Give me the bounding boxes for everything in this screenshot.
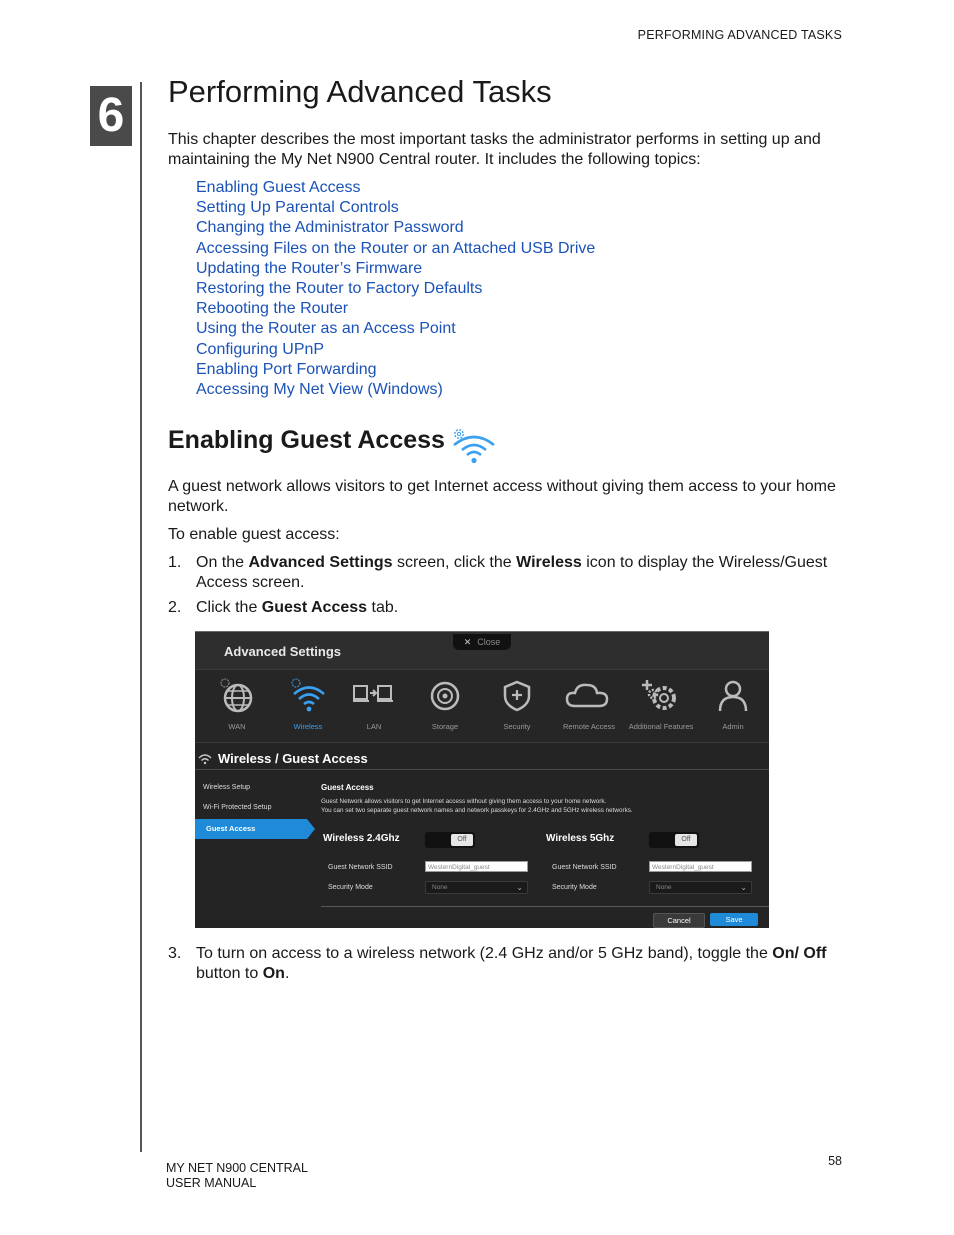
guest-access-screenshot	[195, 631, 769, 928]
security-mode-select-24[interactable]: None ⌄	[425, 881, 528, 894]
topic-link[interactable]: Enabling Guest Access	[196, 179, 361, 196]
topic-link[interactable]: Setting Up Parental Controls	[196, 199, 399, 217]
topic-item	[196, 360, 595, 380]
topic-link[interactable]: Changing the Administrator Password	[196, 219, 464, 237]
screenshot-title-bar	[195, 632, 769, 670]
step-number: 1.	[168, 554, 182, 571]
nav-label: Remote Access	[562, 722, 616, 731]
settings-nav	[195, 670, 769, 743]
topic-link[interactable]: Enabling Port Forwarding	[196, 360, 377, 378]
topic-item	[196, 340, 595, 360]
topic-link[interactable]: Accessing Files on the Router or an Attached USB Drive	[196, 239, 596, 257]
band-24-label: Wireless 2.4Ghz	[323, 833, 400, 844]
topic-list	[196, 178, 595, 400]
lan-icon	[353, 678, 393, 714]
topic-link[interactable]: Restoring the Router to Factory Defaults	[196, 280, 483, 298]
topic-item	[196, 279, 595, 299]
band-5-toggle[interactable]	[649, 832, 699, 848]
globe-icon	[219, 678, 255, 714]
step-number: 2.	[168, 599, 182, 616]
page-number: 58	[828, 1154, 842, 1168]
topic-link[interactable]: Configuring UPnP	[196, 340, 325, 358]
topic-item	[196, 299, 595, 319]
toggle-state: Off	[451, 834, 473, 846]
ssid-label: Guest Network SSID	[552, 864, 617, 871]
divider	[195, 769, 769, 770]
chevron-down-icon: ⌄	[516, 883, 523, 892]
step-number: 3.	[168, 945, 182, 962]
wireless-small-icon	[198, 753, 212, 765]
chapter-number-badge: 6	[90, 86, 132, 146]
nav-wireless[interactable]	[272, 670, 344, 742]
step-text: Click the Guest Access tab.	[196, 599, 399, 616]
close-label: Close	[477, 637, 501, 647]
close-tab[interactable]	[453, 634, 511, 650]
enable-guest-intro: To enable guest access:	[168, 526, 340, 543]
topic-link[interactable]: Updating the Router’s Firmware	[196, 259, 423, 277]
step-2	[168, 598, 838, 618]
topic-item	[196, 218, 595, 238]
nav-label: LAN	[366, 722, 382, 731]
user-icon	[715, 678, 751, 714]
divider	[321, 906, 769, 907]
wireless-gear-icon	[448, 425, 496, 467]
disc-icon	[427, 678, 463, 714]
topic-item	[196, 239, 595, 259]
nav-additional-features[interactable]	[625, 670, 697, 742]
cloud-icon	[565, 678, 609, 714]
topic-item	[196, 198, 595, 218]
topic-item	[196, 178, 595, 198]
step-3	[168, 944, 838, 986]
shield-icon	[499, 678, 535, 714]
ssid-label: Guest Network SSID	[328, 864, 393, 871]
step-1	[168, 553, 838, 593]
cancel-button[interactable]: Cancel	[653, 913, 705, 928]
guest-network-description: A guest network allows visitors to get Internet access without giving them access to your home network.	[168, 478, 836, 515]
section-heading: Enabling Guest Access	[168, 426, 445, 454]
footer-line: MY NET N900 CENTRAL	[166, 1161, 308, 1175]
topic-link[interactable]: Using the Router as an Access Point	[196, 320, 456, 338]
screenshot-title: Advanced Settings	[224, 644, 342, 659]
security-mode-label: Security Mode	[552, 884, 597, 891]
nav-admin[interactable]	[697, 670, 769, 742]
gears-icon	[641, 678, 681, 716]
nav-remote-access[interactable]	[553, 670, 625, 742]
topic-item	[196, 380, 595, 400]
guest-access-description: Guest Network allows visitors to get Internet access without giving them access to your home network. You can set two separate guest network names and network passkeys for 2.4GHz and 5GHz wireless networks.	[321, 798, 633, 814]
sidebar-item-wps[interactable]: Wi-Fi Protected Setup	[203, 804, 272, 811]
topic-link[interactable]: Rebooting the Router	[196, 300, 349, 318]
save-button[interactable]: Save	[710, 913, 758, 926]
nav-lan[interactable]	[338, 670, 410, 742]
band-5-label: Wireless 5Ghz	[546, 833, 615, 844]
chevron-down-icon: ⌄	[740, 883, 747, 892]
sidebar-active-arrow	[307, 819, 315, 839]
chapter-intro: This chapter describes the most important tasks the administrator performs in setting up and maintaining the My Net N900 Central router. It includes the following topics:	[168, 131, 821, 168]
footer-product	[166, 1161, 308, 1191]
step-text: To turn on access to a wireless network (2.4 GHz and/or 5 GHz band), toggle the On/ Off button to On.	[196, 945, 827, 982]
topic-link[interactable]: Accessing My Net View (Windows)	[196, 381, 443, 399]
nav-label: Wireless	[293, 722, 323, 731]
nav-label: Storage	[431, 722, 459, 731]
ssid-input-24[interactable]: WesternDigital_guest	[425, 861, 528, 872]
nav-wan[interactable]	[201, 670, 273, 742]
security-mode-label: Security Mode	[328, 884, 373, 891]
footer-line: USER MANUAL	[166, 1176, 257, 1190]
topic-item	[196, 259, 595, 279]
security-mode-select-5[interactable]: None ⌄	[649, 881, 752, 894]
wireless-icon	[290, 678, 326, 714]
chapter-title: Performing Advanced Tasks	[168, 74, 552, 109]
close-icon: ✕	[463, 637, 472, 647]
nav-label: Security	[503, 722, 531, 731]
topic-item	[196, 319, 595, 339]
nav-label: Admin	[722, 722, 744, 731]
nav-label: WAN	[228, 722, 246, 731]
ssid-input-5[interactable]: WesternDigital_guest	[649, 861, 752, 872]
nav-label: Additional Features	[628, 722, 694, 731]
nav-security[interactable]	[481, 670, 553, 742]
band-24-toggle[interactable]	[425, 832, 475, 848]
step-text: On the Advanced Settings screen, click the Wireless icon to display the Wireless/Guest Access screen.	[196, 554, 828, 591]
toggle-state: Off	[675, 834, 697, 846]
guest-access-title: Guest Access	[321, 783, 374, 792]
sidebar-item-label: Guest Access	[206, 824, 256, 833]
chapter-vertical-rule	[140, 82, 142, 1152]
wireless-section-title: Wireless / Guest Access	[218, 751, 368, 766]
running-header: PERFORMING ADVANCED TASKS	[637, 28, 842, 42]
sidebar-item-wireless-setup[interactable]: Wireless Setup	[203, 784, 251, 791]
nav-storage[interactable]	[409, 670, 481, 742]
